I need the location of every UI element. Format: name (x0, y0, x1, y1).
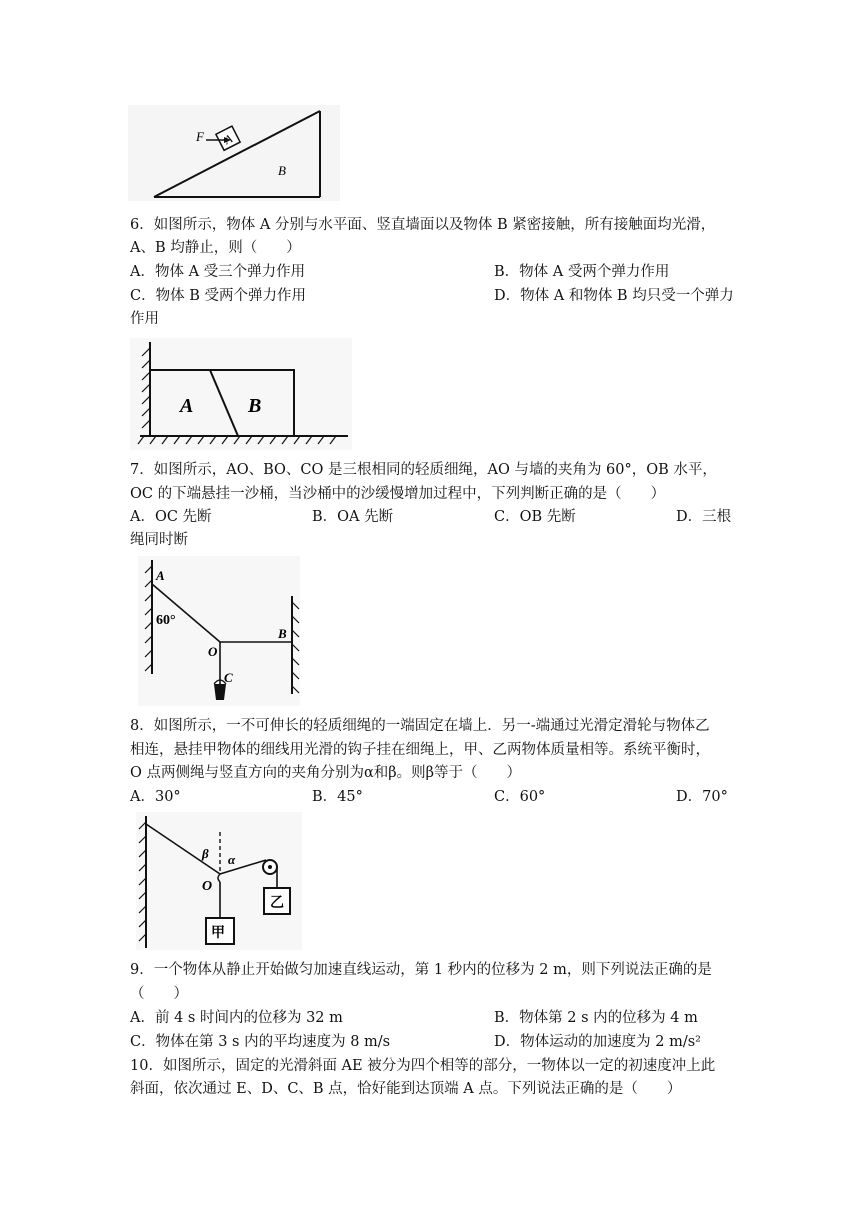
incline-figure (128, 105, 340, 201)
ropes-figure (138, 556, 300, 706)
q7-stem-line1: 7．如图所示，AO、BO、CO 是三根相同的轻质细绳，AO 与墙的夹角为 60°，OB 水平， (130, 462, 717, 478)
q8-option-a: A．30° (130, 789, 181, 805)
q7-option-d-continued: 绳同时断 (130, 532, 188, 548)
mass-yi-label: 乙 (270, 896, 284, 911)
point-b-label: B (278, 626, 287, 641)
q6-stem-line1: 6．如图所示，物体 A 分别与水平面、竖直墙面以及物体 B 紧密接触，所有接触面均光滑， (130, 217, 716, 233)
q6-option-d-continued: 作用 (130, 311, 159, 327)
block-b-label: B (248, 395, 262, 417)
q6-option-c: C．物体 B 受两个弹力作用 (130, 288, 306, 304)
point-o-label: O (202, 879, 213, 894)
mass-jia-label: 甲 (211, 926, 225, 941)
q8-option-c: C．60° (494, 789, 546, 805)
beta-label: β (202, 846, 209, 861)
block-b-label: B (278, 163, 286, 178)
q10-stem-line2: 斜面，依次通过 E、D、C、B 点，恰好能到达顶端 A 点。下列说法正确的是（ ） (130, 1081, 682, 1097)
q7-stem-line2: OC 的下端悬挂一沙桶，当沙桶中的沙缓慢增加过程中，下列判断正确的是（ ） (130, 486, 666, 502)
pulley-figure (136, 812, 302, 950)
q9-option-a: A．前 4 s 时间内的位移为 32 m (130, 1010, 343, 1026)
point-c-label: C (224, 670, 233, 685)
q8-option-b: B．45° (312, 789, 363, 805)
q8-stem-line3: O 点两侧绳与竖直方向的夹角分别为α和β。则β等于（ ） (130, 765, 522, 781)
q9-option-d: D．物体运动的加速度为 2 m/s² (494, 1034, 701, 1050)
q8-option-d: D．70° (676, 789, 728, 805)
q6-option-a: A．物体 A 受三个弹力作用 (130, 264, 306, 280)
q10-stem-line1: 10．如图所示，固定的光滑斜面 AE 被分为四个相等的部分，一物体以一定的初速度冲上此 (130, 1058, 716, 1074)
q9-stem-line1: 9．一个物体从静止开始做匀加速直线运动，第 1 秒内的位移为 2 m，则下列说法正确的是 (130, 962, 712, 978)
blocks-figure (130, 338, 352, 450)
q7-option-a: A．OC 先断 (130, 509, 212, 525)
angle-label: 60° (156, 613, 176, 628)
q6-option-b: B．物体 A 受两个弹力作用 (494, 264, 670, 280)
q6-stem-line2: A、B 均静止，则（ ） (130, 240, 301, 256)
q8-stem-line2: 相连，悬挂甲物体的细线用光滑的钩子挂在细绳上，甲、乙两物体质量相等。系统平衡时， (130, 742, 710, 758)
q9-stem-line2: （ ） (130, 986, 188, 1002)
point-o-label: O (208, 644, 218, 659)
q8-stem-line1: 8．如图所示，一不可伸长的轻质细绳的一端固定在墙上．另一-端通过光滑定滑轮与物体乙 (130, 718, 710, 734)
q9-option-c: C．物体在第 3 s 内的平均速度为 8 m/s (130, 1034, 391, 1050)
q7-option-d: D．三根 (676, 509, 732, 525)
q6-option-d: D．物体 A 和物体 B 均只受一个弹力 (494, 288, 734, 304)
q7-option-b: B．OA 先断 (312, 509, 394, 525)
alpha-label: α (228, 852, 236, 867)
force-label: F (196, 129, 204, 144)
point-a-label: A (156, 568, 165, 583)
block-a-label: A (180, 395, 194, 417)
q9-option-b: B．物体第 2 s 内的位移为 4 m (494, 1010, 698, 1026)
q7-option-c: C．OB 先断 (494, 509, 576, 525)
